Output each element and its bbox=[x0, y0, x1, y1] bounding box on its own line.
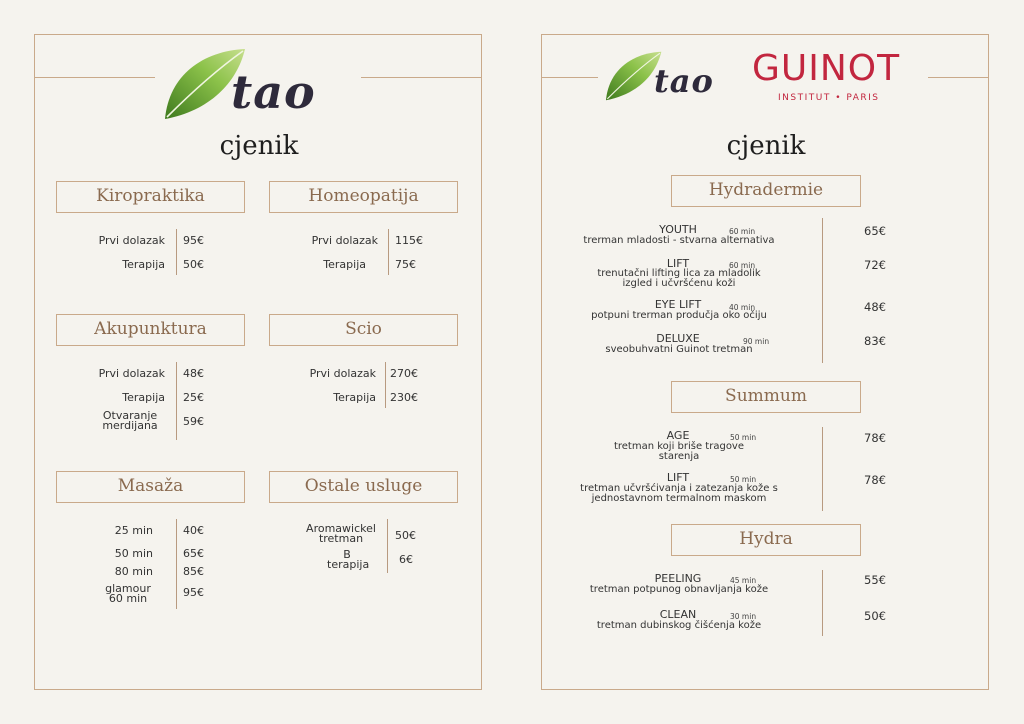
item-duration: 50 min bbox=[730, 433, 757, 442]
item-price: 78€ bbox=[864, 431, 886, 445]
tao-logo bbox=[604, 49, 754, 105]
partner-subtitle: INSTITUT • PARIS bbox=[778, 93, 880, 103]
row-label: Terapija bbox=[122, 391, 165, 404]
row-label: Terapija bbox=[333, 391, 376, 404]
item-price: 83€ bbox=[864, 334, 886, 348]
item-price: 72€ bbox=[864, 258, 886, 272]
row-price: 65€ bbox=[183, 547, 204, 560]
row-label: Prvi dolazak bbox=[311, 234, 378, 247]
row-price: 50€ bbox=[183, 258, 204, 271]
divider bbox=[176, 519, 177, 609]
section-scio: Scio bbox=[269, 314, 458, 346]
partner-wordmark: GUINOT bbox=[752, 48, 901, 89]
section-ostale-usluge: Ostale usluge bbox=[269, 471, 458, 503]
header-rule-right bbox=[928, 77, 988, 78]
row-label: Terapija bbox=[323, 258, 366, 271]
item-description: trerman mladosti - stvarna alternativa bbox=[583, 235, 775, 246]
row-label: Prvi dolazak bbox=[309, 367, 376, 380]
item-duration: 90 min bbox=[743, 337, 770, 346]
section-hydradermie: Hydradermie bbox=[671, 175, 861, 207]
item-description: tretman učvršćivanja i zatezanja kože s jednostavnom termalnom maskom bbox=[580, 483, 778, 504]
price-card-tao bbox=[34, 34, 482, 690]
item-name: CLEAN bbox=[659, 608, 697, 621]
item-duration: 50 min bbox=[730, 475, 757, 484]
row-label: 25 min bbox=[114, 524, 153, 537]
row-label: Otvaranje merdijana bbox=[102, 409, 158, 432]
divider bbox=[387, 519, 388, 573]
row-price: 25€ bbox=[183, 391, 204, 404]
row-price: 85€ bbox=[183, 565, 204, 578]
section-hydra: Hydra bbox=[671, 524, 861, 556]
divider bbox=[822, 427, 823, 511]
row-price: 40€ bbox=[183, 524, 204, 537]
brand-wordmark: tao bbox=[654, 62, 714, 100]
item-name: LIFT bbox=[666, 257, 690, 270]
price-card-guinot bbox=[541, 34, 989, 690]
item-duration: 45 min bbox=[730, 576, 757, 585]
row-label: B terapija bbox=[327, 548, 370, 571]
section-akupunktura: Akupunktura bbox=[56, 314, 245, 346]
row-price: 50€ bbox=[395, 529, 416, 542]
row-label: 80 min bbox=[114, 565, 153, 578]
item-name: PEELING bbox=[654, 572, 702, 585]
divider bbox=[385, 362, 386, 408]
row-label: Aromawickel tretman bbox=[306, 522, 376, 545]
item-name: EYE LIFT bbox=[654, 298, 702, 311]
row-label: Terapija bbox=[122, 258, 165, 271]
divider bbox=[822, 218, 823, 363]
row-price: 115€ bbox=[395, 234, 423, 247]
page-title: cjenik bbox=[726, 131, 806, 161]
section-kiropraktika: Kiropraktika bbox=[56, 181, 245, 213]
divider bbox=[822, 570, 823, 636]
guinot-logo bbox=[752, 49, 922, 107]
row-price: 59€ bbox=[183, 415, 204, 428]
item-description: tretman potpunog obnavljanja kože bbox=[589, 584, 769, 595]
row-price: 95€ bbox=[183, 234, 204, 247]
row-price: 230€ bbox=[390, 391, 418, 404]
section-summum: Summum bbox=[671, 381, 861, 413]
row-price: 6€ bbox=[399, 553, 413, 566]
row-price: 48€ bbox=[183, 367, 204, 380]
item-price: 55€ bbox=[864, 573, 886, 587]
section-homeopatija: Homeopatija bbox=[269, 181, 458, 213]
brand-wordmark: tao bbox=[231, 65, 316, 119]
divider bbox=[176, 362, 177, 440]
row-price: 270€ bbox=[390, 367, 418, 380]
item-price: 48€ bbox=[864, 300, 886, 314]
item-duration: 30 min bbox=[730, 612, 757, 621]
item-duration: 60 min bbox=[729, 227, 756, 236]
tao-logo bbox=[163, 45, 353, 125]
item-price: 78€ bbox=[864, 473, 886, 487]
row-label: 50 min bbox=[114, 547, 153, 560]
section-masaza: Masaža bbox=[56, 471, 245, 503]
row-price: 75€ bbox=[395, 258, 416, 271]
row-label: Prvi dolazak bbox=[98, 367, 165, 380]
page-title: cjenik bbox=[219, 131, 299, 161]
item-name: DELUXE bbox=[656, 332, 700, 345]
row-price: 95€ bbox=[183, 586, 204, 599]
item-duration: 40 min bbox=[729, 303, 756, 312]
item-name: YOUTH bbox=[659, 223, 697, 236]
item-price: 65€ bbox=[864, 224, 886, 238]
item-name: LIFT bbox=[666, 471, 690, 484]
item-duration: 60 min bbox=[729, 261, 756, 270]
header-rule-left bbox=[35, 77, 155, 78]
row-label: Prvi dolazak bbox=[98, 234, 165, 247]
divider bbox=[176, 229, 177, 275]
item-description: sveobuhvatni Guinot tretman bbox=[605, 344, 753, 355]
header-rule-left bbox=[542, 77, 598, 78]
header-rule-right bbox=[361, 77, 481, 78]
item-description: tretman koji briše tragove starenja bbox=[613, 441, 745, 462]
divider bbox=[388, 229, 389, 275]
item-price: 50€ bbox=[864, 609, 886, 623]
item-name: AGE bbox=[666, 429, 690, 442]
item-description: tretman dubinskog čišćenja kože bbox=[596, 620, 762, 631]
row-label: glamour 60 min bbox=[105, 582, 151, 605]
item-description: trenutačni lifting lica za mladolik izgled i učvršćenu koži bbox=[597, 268, 761, 289]
item-description: potpuni trerman produčja oko očiju bbox=[591, 310, 767, 321]
